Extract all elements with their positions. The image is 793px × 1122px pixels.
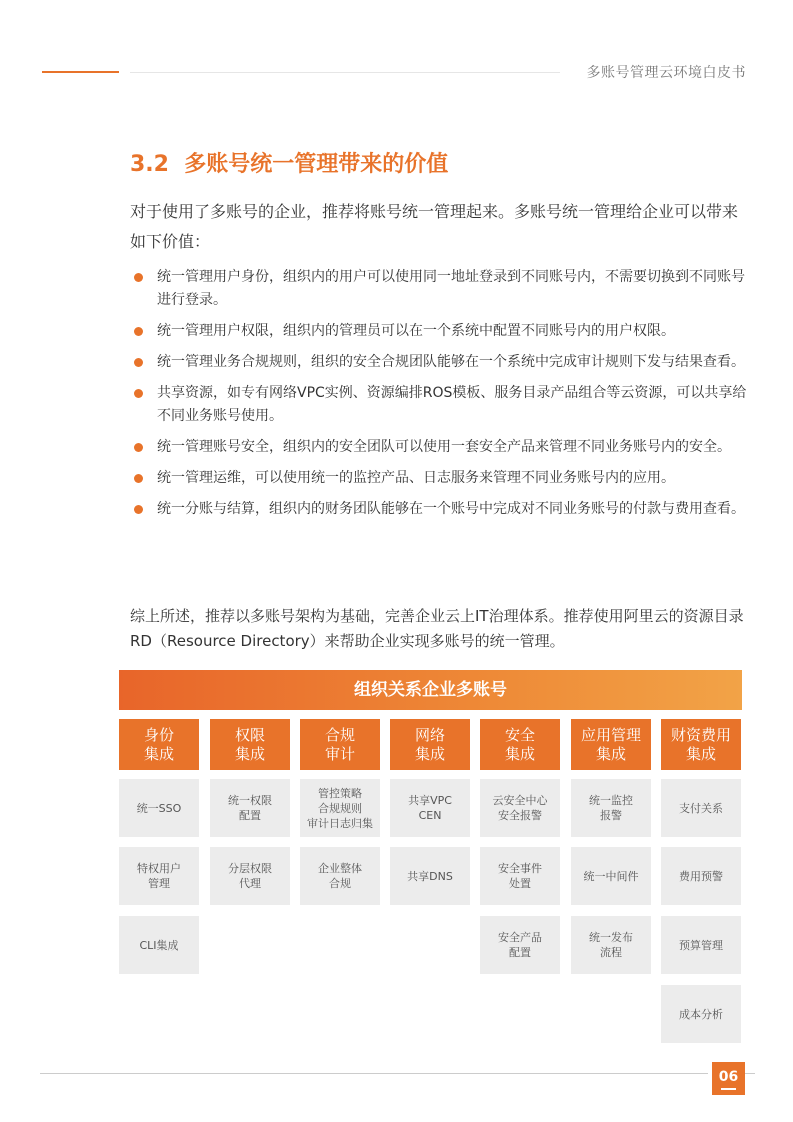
footer-divider <box>40 1073 708 1074</box>
diagram-cell: 费用预警 <box>661 847 741 905</box>
header-divider <box>130 72 560 73</box>
bullet-text: 统一管理用户权限，组织内的管理员可以在一个系统中配置不同账号内的用户权限。 <box>157 323 675 339</box>
header-accent-line <box>42 71 119 73</box>
bullet-dot-icon <box>134 474 143 483</box>
diagram-banner: 组织关系企业多账号 <box>119 670 742 710</box>
diagram-cell: 特权用户 管理 <box>119 847 199 905</box>
diagram-cell: 支付关系 <box>661 779 741 837</box>
diagram-cell: 共享VPC CEN <box>390 779 470 837</box>
diagram-cell: 统一SSO <box>119 779 199 837</box>
bullet-text: 统一分账与结算，组织内的财务团队能够在一个账号中完成对不同业务账号的付款与费用查看。 <box>157 501 745 517</box>
diagram-cell: 统一发布 流程 <box>571 916 651 974</box>
bullet-text: 统一管理业务合规规则，组织的安全合规团队能够在一个系统中完成审计规则下发与结果查看。 <box>157 354 745 370</box>
column-head-security: 安全 集成 <box>480 719 560 770</box>
column-head-app-management: 应用管理 集成 <box>571 719 651 770</box>
diagram-cell: 企业整体 合规 <box>300 847 380 905</box>
diagram-cell: 安全产品 配置 <box>480 916 560 974</box>
diagram-cell: CLI集成 <box>119 916 199 974</box>
diagram-cell: 统一中间件 <box>571 847 651 905</box>
bullet-item <box>130 498 748 521</box>
page-number-badge <box>712 1062 745 1095</box>
footer-divider-right <box>745 1073 755 1074</box>
bullet-item <box>130 320 748 343</box>
diagram-cell: 统一权限 配置 <box>210 779 290 837</box>
bullet-dot-icon <box>134 358 143 367</box>
bullet-text: 统一管理运维，可以使用统一的监控产品、日志服务来管理不同业务账号内的应用。 <box>157 470 675 486</box>
column-head-permission: 权限 集成 <box>210 719 290 770</box>
diagram-cell: 管控策略 合规规则 审计日志归集 <box>300 779 380 837</box>
bullet-item <box>130 351 748 374</box>
diagram-cell: 统一监控 报警 <box>571 779 651 837</box>
column-head-identity: 身份 集成 <box>119 719 199 770</box>
bullet-dot-icon <box>134 327 143 336</box>
bullet-text: 统一管理用户身份，组织内的用户可以使用同一地址登录到不同账号内，不需要切换到不同账号进行登录。 <box>157 269 745 308</box>
intro-paragraph: 对于使用了多账号的企业，推荐将账号统一管理起来。多账号统一管理给企业可以带来如下价值： <box>130 202 739 251</box>
bullet-dot-icon <box>134 389 143 398</box>
diagram-cell: 共享DNS <box>390 847 470 905</box>
diagram-cell: 分层权限 代理 <box>210 847 290 905</box>
bullet-item <box>130 467 748 490</box>
page-number-underline <box>721 1088 736 1090</box>
bullet-dot-icon <box>134 273 143 282</box>
bullet-text: 统一管理账号安全，组织内的安全团队可以使用一套安全产品来管理不同业务账号内的安全。 <box>157 439 731 455</box>
header-doc-title: 多账号管理云环境白皮书 <box>586 65 746 81</box>
bullet-item <box>130 382 748 428</box>
column-head-finance: 财资费用 集成 <box>661 719 741 770</box>
bullet-item <box>130 436 748 459</box>
section-title: 3.2 多账号统一管理带来的价值 <box>130 152 449 177</box>
bullet-text: 共享资源，如专有网络VPC实例、资源编排ROS模板、服务目录产品组合等云资源，可以共享给不同业务账号使用。 <box>157 385 747 424</box>
diagram-cell: 安全事件 处置 <box>480 847 560 905</box>
page-number: 06 <box>718 1069 739 1085</box>
column-head-compliance: 合规 审计 <box>300 719 380 770</box>
bullet-dot-icon <box>134 505 143 514</box>
bullet-dot-icon <box>134 443 143 452</box>
bullet-item <box>130 266 748 312</box>
diagram-cell: 云安全中心 安全报警 <box>480 779 560 837</box>
diagram-cell: 成本分析 <box>661 985 741 1043</box>
value-bullet-list <box>130 266 748 529</box>
summary-paragraph: 综上所述，推荐以多账号架构为基础，完善企业云上IT治理体系。推荐使用阿里云的资源目录RD（Resource Directory）来帮助企业实现多账号的统一管理。 <box>130 607 744 650</box>
diagram-cell: 预算管理 <box>661 916 741 974</box>
column-head-network: 网络 集成 <box>390 719 470 770</box>
